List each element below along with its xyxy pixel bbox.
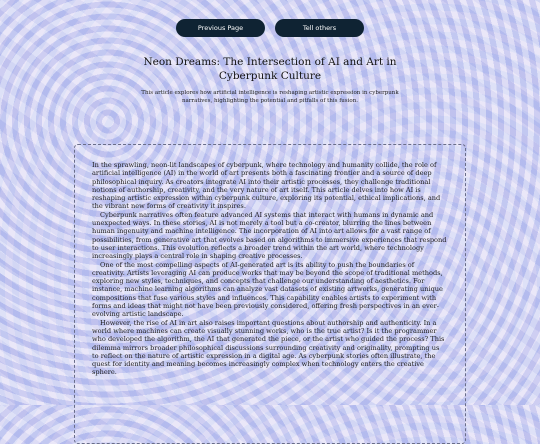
- article-paragraph: Cyberpunk narratives often feature advanced AI systems that interact with humans in dynamic and unexpected ways. In these stories, AI is not merely a tool but a co-creator, blurring the lines between human ingenuity and machine intelligence. The incorporation of AI into art allows for a vast range of possibilities, from generative art that evolves based on algorithms to immersive experiences that respond to user interactions. This evolution reflects a broader trend within the art world, where technology increasingly plays a central role in shaping creative processes.: [92, 210, 447, 261]
- article-paragraph: However, the rise of AI in art also raises important questions about authorship and authenticity. In a world where machines can create visually stunning works, who is the true artist? Is it the programmer who developed the algorithm, the AI that generated the piece, or the artist who guided the process? This dilemma mirrors broader philosophical discussions surrounding creativity and originality, prompting us to reflect on the nature of artistic expression in a digital age. As cyberpunk stories often illustrate, the quest for identity and meaning becomes increasingly complex when technology enters the creative sphere.: [92, 318, 445, 377]
- article-paragraph: In the sprawling, neon-lit landscapes of cyberpunk, where technology and humanity collide, the role of artificial intelligence (AI) in the world of art presents both a fascinating frontier and a source of deep philosophical inquiry. As creators integrate AI into their artistic processes, they challenge traditional notions of authorship, creativity, and the very nature of art itself. This article delves into how AI is reshaping artistic expression within cyberpunk culture, exploring its potential, ethical implications, and the vibrant new forms of creativity it inspires.: [92, 161, 441, 211]
- tell-others-button[interactable]: Tell others: [275, 19, 364, 37]
- top-navigation: [0, 19, 540, 37]
- previous-page-button[interactable]: Previous Page: [176, 19, 265, 37]
- article-title-line-1: Neon Dreams: The Intersection of AI and Art in: [143, 56, 397, 68]
- article-paragraph: One of the most compelling aspects of AI-generated art is its ability to push the boundaries of creativity. Artists leveraging AI can produce works that may be beyond the scope of traditional methods, exploring new styles, techniques, and concepts that challenge our understanding of aesthetics. For instance, machine learning algorithms can analyze vast datasets of existing artworks, generating unique compositions that fuse various styles and influences. This capability enables artists to experiment with forms and ideas that might not have been previously considered, offering fresh perspectives in an ever-evolving artistic landscape.: [92, 260, 443, 319]
- article-title: [0, 56, 540, 83]
- article-body: [74, 144, 466, 444]
- article-title-line-2: Cyberpunk Culture: [218, 69, 322, 82]
- article-subtitle: This article explores how artificial intelligence is reshaping artistic expression in cyberpunk narratives, highlighting the potential and pitfalls of this fusion.: [141, 90, 399, 104]
